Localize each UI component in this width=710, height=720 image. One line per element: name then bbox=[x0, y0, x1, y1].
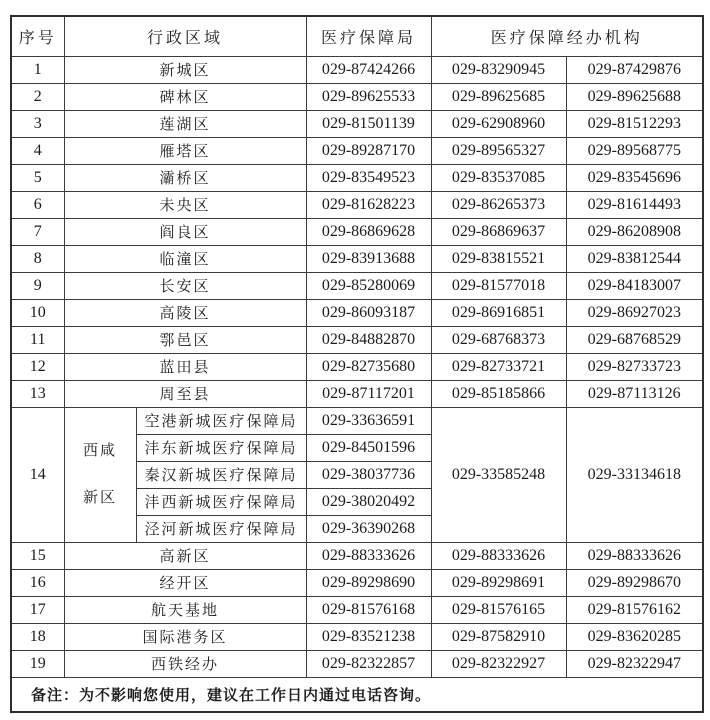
table-row bbox=[11, 299, 703, 326]
agency-phone-2: 029-89298670 bbox=[566, 569, 703, 596]
bureau-phone: 029-89287170 bbox=[306, 137, 431, 164]
table-row bbox=[11, 245, 703, 272]
serial-no: 4 bbox=[11, 137, 64, 164]
note-row bbox=[11, 677, 703, 712]
region-name: 新城区 bbox=[64, 56, 306, 83]
serial-no: 9 bbox=[11, 272, 64, 299]
agency-phone-2: 029-81614493 bbox=[566, 191, 703, 218]
sub-bureau-name: 沣东新城医疗保障局 bbox=[136, 434, 306, 461]
sub-bureau-phone: 029-38020492 bbox=[306, 488, 431, 515]
region-name-xixian bbox=[64, 407, 136, 542]
bureau-phone: 029-89298690 bbox=[306, 569, 431, 596]
agency-phone-2: 029-81512293 bbox=[566, 110, 703, 137]
region-name: 航天基地 bbox=[64, 596, 306, 623]
table-row bbox=[11, 353, 703, 380]
agency-phone-2: 029-86208908 bbox=[566, 218, 703, 245]
table-row bbox=[11, 623, 703, 650]
sub-bureau-name: 沣西新城医疗保障局 bbox=[136, 488, 306, 515]
table-row bbox=[11, 272, 703, 299]
serial-no: 10 bbox=[11, 299, 64, 326]
table-row bbox=[11, 56, 703, 83]
table-row bbox=[11, 542, 703, 569]
sub-bureau-name: 空港新城医疗保障局 bbox=[136, 407, 306, 434]
bureau-phone: 029-83549523 bbox=[306, 164, 431, 191]
agency-phone-1: 029-89298691 bbox=[431, 569, 566, 596]
agency-phone-2: 029-83545696 bbox=[566, 164, 703, 191]
serial-no: 3 bbox=[11, 110, 64, 137]
agency-phone-1: 029-86916851 bbox=[431, 299, 566, 326]
region-name: 莲湖区 bbox=[64, 110, 306, 137]
table-row bbox=[11, 164, 703, 191]
table-row bbox=[11, 380, 703, 407]
serial-no: 11 bbox=[11, 326, 64, 353]
region-name: 鄠邑区 bbox=[64, 326, 306, 353]
sub-bureau-phone: 029-36390268 bbox=[306, 515, 431, 542]
region-name: 蓝田县 bbox=[64, 353, 306, 380]
agency-phone-2: 029-82322947 bbox=[566, 650, 703, 677]
agency-phone-1: 029-85185866 bbox=[431, 380, 566, 407]
serial-no: 8 bbox=[11, 245, 64, 272]
region-name: 高陵区 bbox=[64, 299, 306, 326]
bureau-phone: 029-82322857 bbox=[306, 650, 431, 677]
agency-phone-1: 029-82733721 bbox=[431, 353, 566, 380]
region-name: 高新区 bbox=[64, 542, 306, 569]
serial-no: 6 bbox=[11, 191, 64, 218]
agency-phone-1: 029-81577018 bbox=[431, 272, 566, 299]
agency-phone-2: 029-82733723 bbox=[566, 353, 703, 380]
serial-no: 5 bbox=[11, 164, 64, 191]
agency-phone-2: 029-87113126 bbox=[566, 380, 703, 407]
serial-no: 2 bbox=[11, 83, 64, 110]
table-row bbox=[11, 137, 703, 164]
region-name: 经开区 bbox=[64, 569, 306, 596]
xixian-line1: 西咸 bbox=[82, 442, 117, 459]
table-row-xixian bbox=[11, 407, 703, 434]
header-serial-no: 序号 bbox=[11, 16, 64, 56]
bureau-phone: 029-81501139 bbox=[306, 110, 431, 137]
header-agency: 医疗保障经办机构 bbox=[431, 16, 703, 56]
header-row bbox=[11, 16, 703, 56]
table-row bbox=[11, 83, 703, 110]
bureau-phone: 029-89625533 bbox=[306, 83, 431, 110]
sub-bureau-phone: 029-33636591 bbox=[306, 407, 431, 434]
table-row bbox=[11, 191, 703, 218]
sub-bureau-name: 泾河新城医疗保障局 bbox=[136, 515, 306, 542]
table-row bbox=[11, 218, 703, 245]
agency-phone-2: 029-84183007 bbox=[566, 272, 703, 299]
region-name: 周至县 bbox=[64, 380, 306, 407]
agency-phone-1: 029-83290945 bbox=[431, 56, 566, 83]
agency-phone-1: 029-62908960 bbox=[431, 110, 566, 137]
bureau-phone: 029-87117201 bbox=[306, 380, 431, 407]
region-name: 阎良区 bbox=[64, 218, 306, 245]
sub-bureau-phone: 029-38037736 bbox=[306, 461, 431, 488]
bureau-phone: 029-88333626 bbox=[306, 542, 431, 569]
bureau-phone: 029-86869628 bbox=[306, 218, 431, 245]
agency-phone-1: 029-33585248 bbox=[431, 407, 566, 542]
bureau-phone: 029-81628223 bbox=[306, 191, 431, 218]
agency-phone-2: 029-87429876 bbox=[566, 56, 703, 83]
region-name: 未央区 bbox=[64, 191, 306, 218]
agency-phone-2: 029-83620285 bbox=[566, 623, 703, 650]
bureau-phone: 029-83521238 bbox=[306, 623, 431, 650]
agency-phone-1: 029-88333626 bbox=[431, 542, 566, 569]
serial-no: 12 bbox=[11, 353, 64, 380]
region-name: 临潼区 bbox=[64, 245, 306, 272]
agency-phone-2: 029-89568775 bbox=[566, 137, 703, 164]
region-name: 长安区 bbox=[64, 272, 306, 299]
sub-bureau-name: 秦汉新城医疗保障局 bbox=[136, 461, 306, 488]
agency-phone-2: 029-89625688 bbox=[566, 83, 703, 110]
table-row bbox=[11, 326, 703, 353]
agency-phone-2: 029-81576162 bbox=[566, 596, 703, 623]
agency-phone-1: 029-82322927 bbox=[431, 650, 566, 677]
bureau-phone: 029-86093187 bbox=[306, 299, 431, 326]
agency-phone-2: 029-33134618 bbox=[566, 407, 703, 542]
medical-contact-table bbox=[10, 15, 704, 713]
agency-phone-1: 029-86265373 bbox=[431, 191, 566, 218]
agency-phone-1: 029-83815521 bbox=[431, 245, 566, 272]
table-body bbox=[11, 56, 703, 712]
agency-phone-1: 029-89565327 bbox=[431, 137, 566, 164]
serial-no: 14 bbox=[11, 407, 64, 542]
agency-phone-1: 029-68768373 bbox=[431, 326, 566, 353]
xixian-line2: 新区 bbox=[82, 489, 117, 506]
table-row bbox=[11, 569, 703, 596]
bureau-phone: 029-82735680 bbox=[306, 353, 431, 380]
header-region: 行政区域 bbox=[64, 16, 306, 56]
serial-no: 13 bbox=[11, 380, 64, 407]
table-row bbox=[11, 110, 703, 137]
region-name: 碑林区 bbox=[64, 83, 306, 110]
region-name: 西铁经办 bbox=[64, 650, 306, 677]
region-name: 国际港务区 bbox=[64, 623, 306, 650]
table-header bbox=[11, 16, 703, 56]
agency-phone-1: 029-81576165 bbox=[431, 596, 566, 623]
serial-no: 19 bbox=[11, 650, 64, 677]
bureau-phone: 029-85280069 bbox=[306, 272, 431, 299]
agency-phone-1: 029-83537085 bbox=[431, 164, 566, 191]
region-name: 灞桥区 bbox=[64, 164, 306, 191]
table-row bbox=[11, 596, 703, 623]
agency-phone-1: 029-86869637 bbox=[431, 218, 566, 245]
bureau-phone: 029-81576168 bbox=[306, 596, 431, 623]
sub-bureau-phone: 029-84501596 bbox=[306, 434, 431, 461]
bureau-phone: 029-87424266 bbox=[306, 56, 431, 83]
note-text: 备注：为不影响您使用，建议在工作日内通过电话咨询。 bbox=[11, 677, 703, 712]
agency-phone-1: 029-89625685 bbox=[431, 83, 566, 110]
serial-no: 1 bbox=[11, 56, 64, 83]
agency-phone-2: 029-68768529 bbox=[566, 326, 703, 353]
region-name: 雁塔区 bbox=[64, 137, 306, 164]
agency-phone-2: 029-86927023 bbox=[566, 299, 703, 326]
serial-no: 7 bbox=[11, 218, 64, 245]
serial-no: 15 bbox=[11, 542, 64, 569]
header-bureau: 医疗保障局 bbox=[306, 16, 431, 56]
serial-no: 16 bbox=[11, 569, 64, 596]
serial-no: 17 bbox=[11, 596, 64, 623]
table-row bbox=[11, 650, 703, 677]
serial-no: 18 bbox=[11, 623, 64, 650]
agency-phone-1: 029-87582910 bbox=[431, 623, 566, 650]
agency-phone-2: 029-83812544 bbox=[566, 245, 703, 272]
agency-phone-2: 029-88333626 bbox=[566, 542, 703, 569]
bureau-phone: 029-84882870 bbox=[306, 326, 431, 353]
bureau-phone: 029-83913688 bbox=[306, 245, 431, 272]
